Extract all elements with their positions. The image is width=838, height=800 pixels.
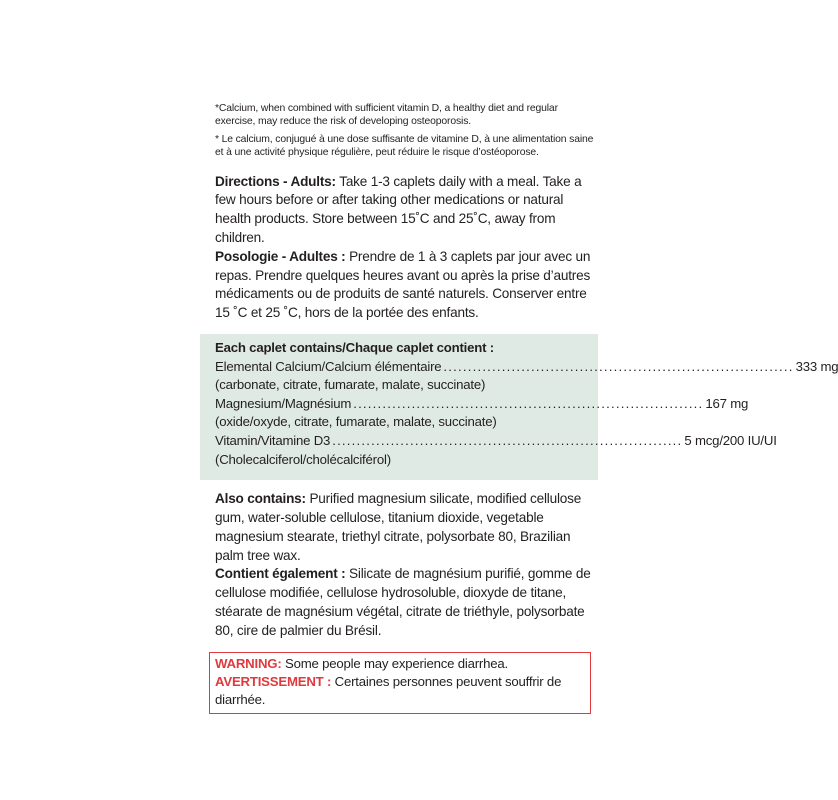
ingredient-amount: 5 mcg/200 IU/UI [684, 432, 777, 448]
warning-french-label: AVERTISSEMENT : [215, 673, 332, 689]
directions-french [215, 248, 596, 323]
dot-leader: ........................................................................ [443, 358, 794, 374]
ingredient-row [215, 358, 838, 377]
directions-english-text: Take 1-3 caplets daily with a meal. Take a few hours before or after taking other medications or natural health products. Store between 15˚C and 25˚C, away from children. [215, 173, 582, 246]
dot-leader: ........................................................................ [332, 432, 683, 448]
ingredient-amount: 167 mg [705, 395, 749, 411]
warning-french-text: Certaines personnes peuvent souffrir de diarrhée. [215, 673, 562, 707]
supplement-label-panel [212, 102, 838, 714]
ingredient-note: (carbonate, citrate, fumarate, malate, succinate) [215, 377, 486, 393]
warning-english [215, 655, 584, 673]
ingredient-note: (oxide/oxyde, citrate, fumarate, malate, succinate) [215, 414, 497, 430]
ingredient-row [215, 432, 777, 451]
footnote-french: * Le calcium, conjugué à une dose suffisante de vitamine D, à une alimentation saine et à une activité physique régulière, peut réduire le risque d’ostéoporose. [215, 133, 594, 159]
also-contains-french-label: Contient également : [215, 566, 346, 582]
warning-box [209, 652, 591, 714]
directions-french-label: Posologie - Adultes : [215, 248, 346, 264]
directions-english-label: Directions - Adults: [215, 173, 336, 189]
dot-leader: ........................................................................ [353, 395, 704, 411]
directions-english [215, 173, 596, 248]
ingredient-name: Elemental Calcium/Calcium élémentaire [215, 358, 442, 374]
also-contains-english-label: Also contains: [215, 491, 306, 507]
ingredients-heading: Each caplet contains/Chaque caplet contient : [215, 340, 494, 355]
warning-french [215, 673, 584, 709]
footnote-english: *Calcium, when combined with sufficient vitamin D, a healthy diet and regular exercise, may reduce the risk of developing osteoporosis. [215, 103, 558, 128]
also-contains-english-text: Purified magnesium silicate, modified cellulose gum, water-soluble cellulose, titanium dioxide, vegetable magnesium stearate, triethyl citrate, polysorbate 80, Brazilian palm tree wax. [215, 491, 582, 563]
ingredient-name: Vitamin/Vitamine D3 [215, 432, 331, 448]
warning-english-label: WARNING: [215, 655, 282, 671]
ingredients-table [200, 334, 838, 480]
also-contains-french-text: Silicate de magnésium purifié, gomme de cellulose modifiée, cellulose hydrosoluble, dioxyde de titane, stéarate de magnésium végétal, citrate de triéthyle, polysorbate 80, cire de palmier du Brésil. [215, 566, 591, 638]
also-contains-english [215, 490, 596, 565]
directions-french-text: Prendre de 1 à 3 caplets par jour avec un repas. Prendre quelques heures avant ou après la prise d’autres médicaments ou de produits de santé naturels. Conserver entre 15 ˚C et 25 ˚C, hors de la portée des enfants. [215, 248, 591, 321]
ingredient-name: Magnesium/Magnésium [215, 395, 352, 411]
ingredient-amount: 333 mg [795, 358, 838, 374]
ingredient-row [215, 395, 749, 414]
ingredient-note: (Cholecalciferol/cholécalciférol) [215, 451, 391, 467]
warning-english-text: Some people may experience diarrhea. [285, 655, 508, 671]
also-contains-french [215, 565, 596, 640]
